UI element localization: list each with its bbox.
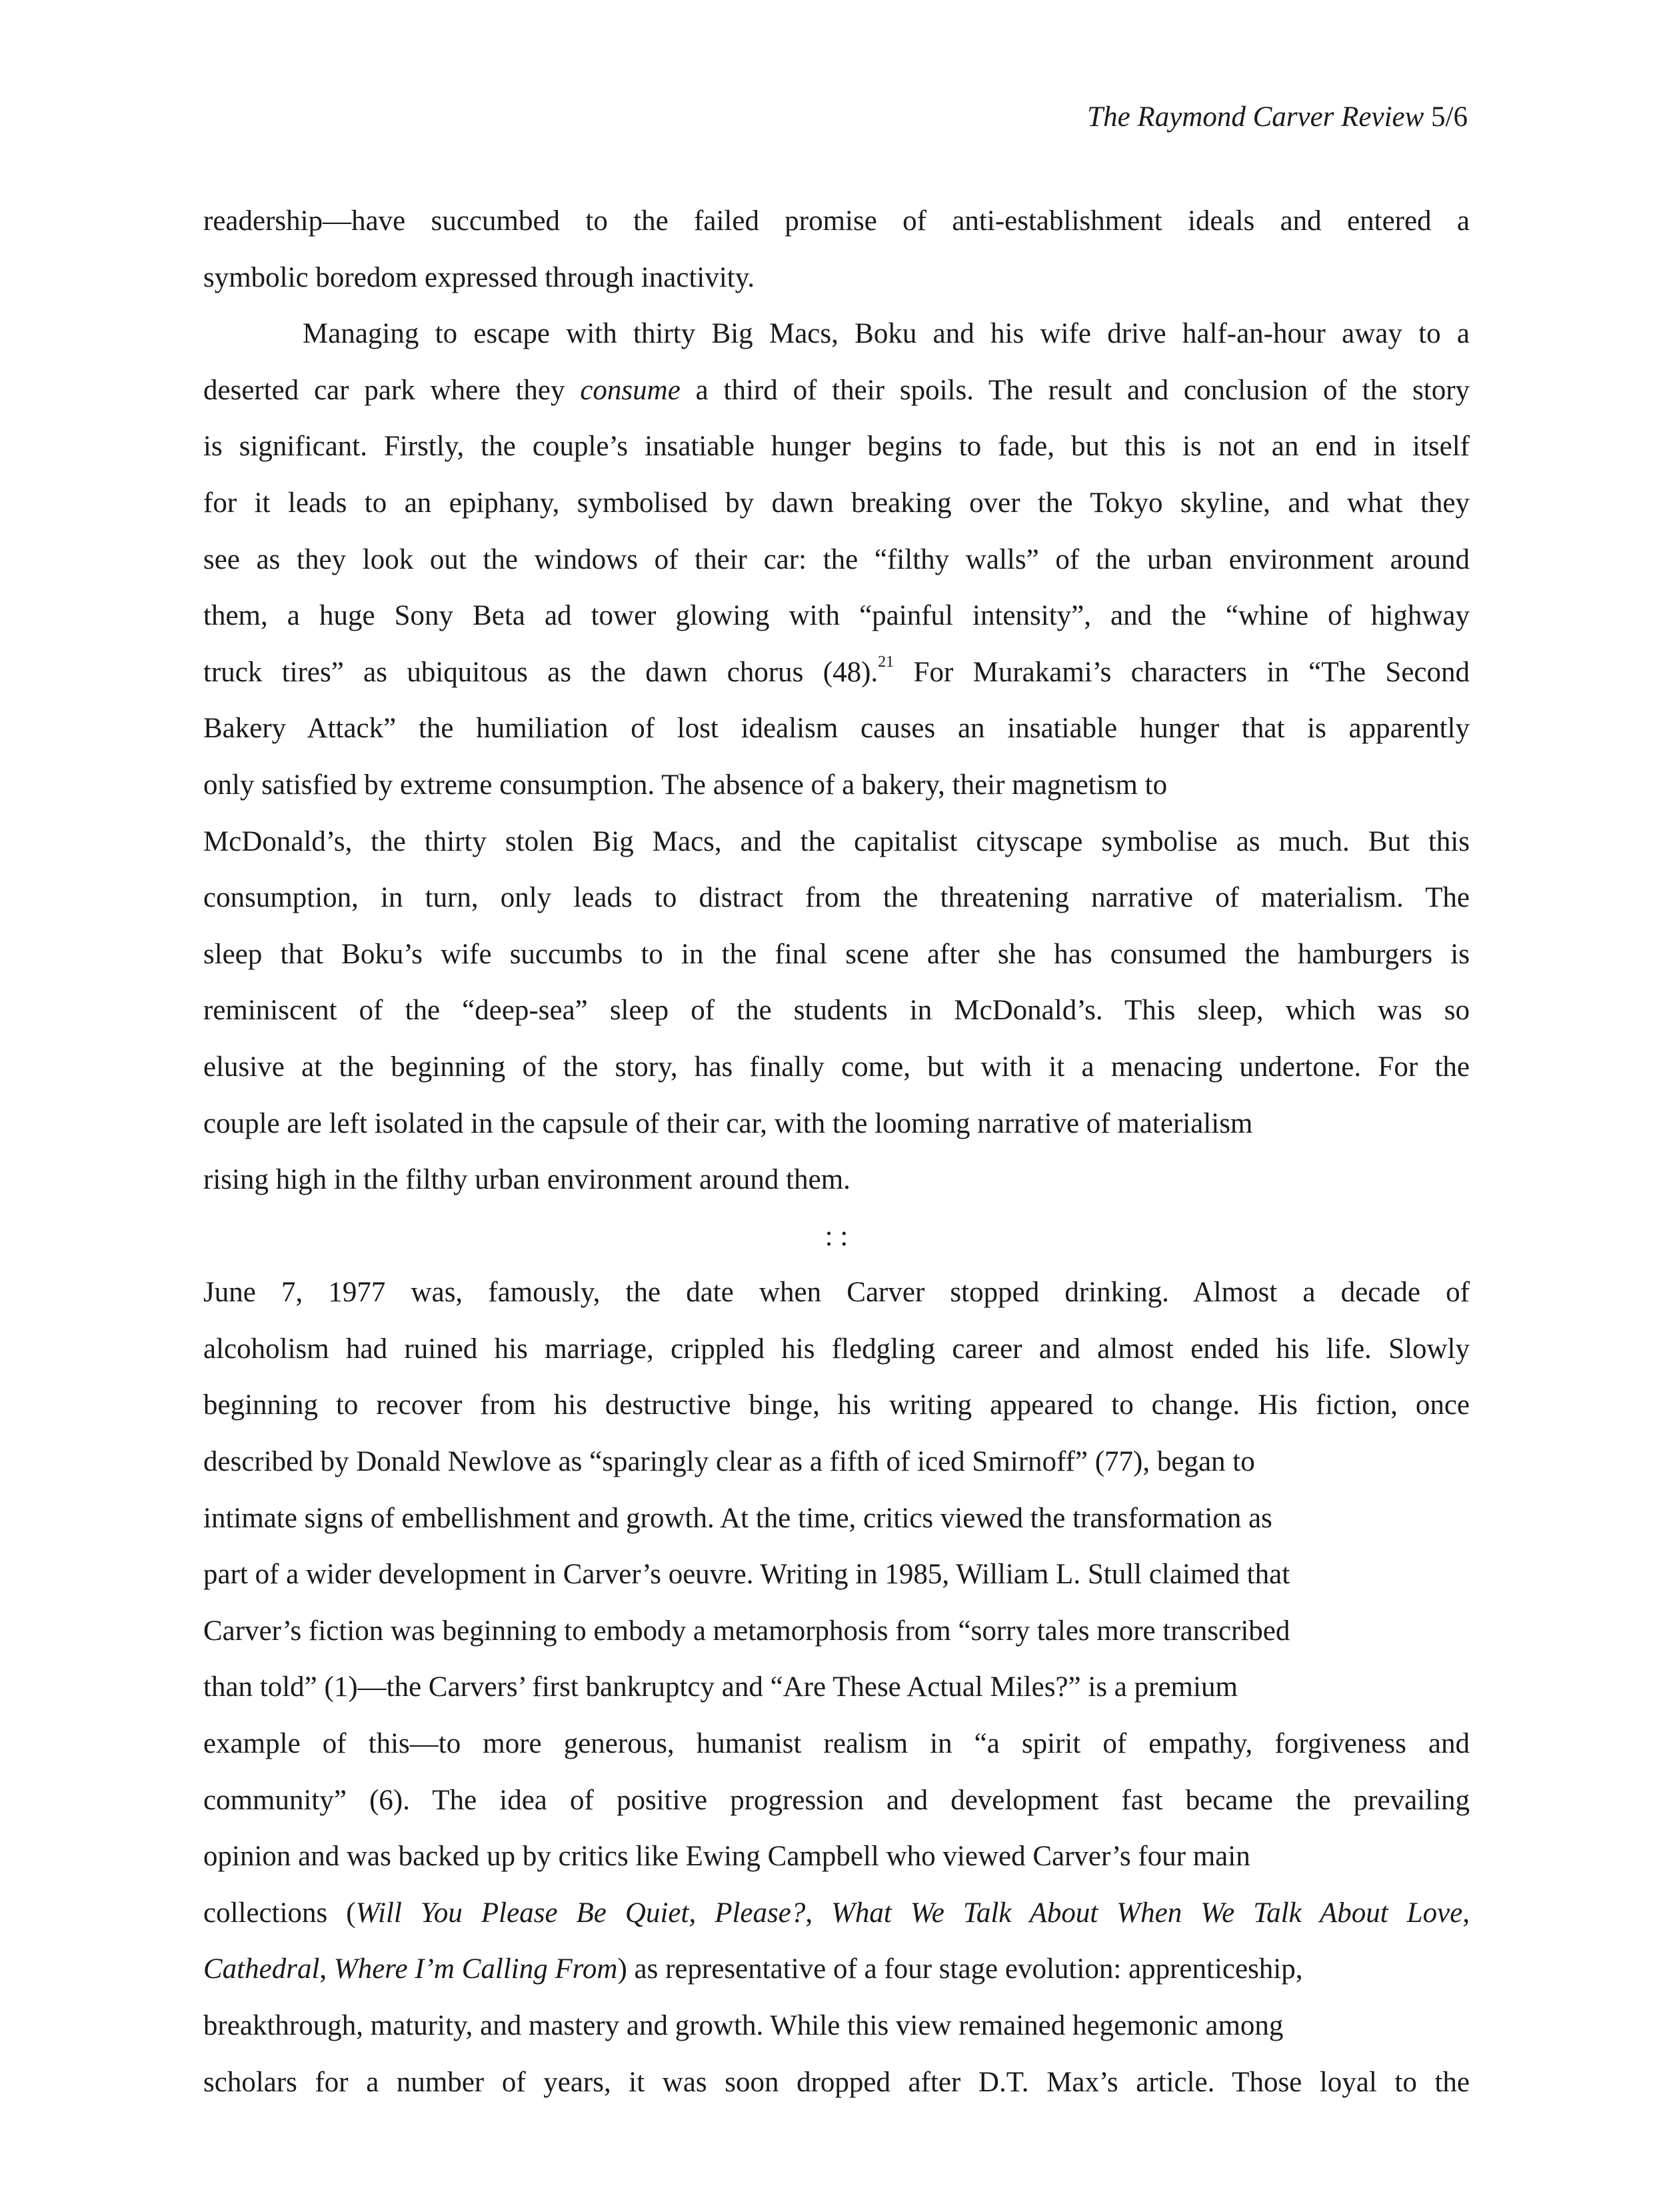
text-line: intimate signs of embellishment and growth. At the time, critics viewed the transformation as: [203, 1502, 1272, 1534]
text-line: community” (6). The idea of positive progression and development fast became the prevailing: [203, 1784, 1470, 1816]
text-line: for it leads to an epiphany, symbolised by dawn breaking over the Tokyo skyline, and what they: [203, 487, 1470, 519]
text-line: part of a wider development in Carver’s oeuvre. Writing in 1985, William L. Stull claimed that: [203, 1559, 1290, 1591]
text-line: is significant. Firstly, the couple’s insatiable hunger begins to fade, but this is not an end in itself: [203, 431, 1470, 463]
text-line: elusive at the beginning of the story, has finally come, but with it a menacing undertone. For the: [203, 1051, 1470, 1083]
text-line: opinion and was backed up by critics like Ewing Campbell who viewed Carver’s four main: [203, 1841, 1250, 1873]
running-header: [1087, 97, 1468, 137]
text-line: example of this—to more generous, humanist realism in “a spirit of empathy, forgiveness and: [203, 1728, 1470, 1760]
text-line: [203, 363, 1470, 419]
text-line: see as they look out the windows of their car: the “filthy walls” of the urban environment around: [203, 543, 1470, 575]
book-title: Where I’m Calling From: [333, 1953, 618, 1985]
text-line: reminiscent of the “deep-sea” sleep of the students in McDonald’s. This sleep, which was so: [203, 995, 1470, 1027]
article-body: [203, 193, 1470, 2111]
text-line: than told” (1)—the Carvers’ first bankruptcy and “Are These Actual Miles?” is a premium: [203, 1671, 1238, 1703]
text-line: [203, 645, 1470, 701]
text-line: sleep that Boku’s wife succumbs to in the final scene after she has consumed the hamburgers is: [203, 938, 1470, 970]
page-indicator: 5/6: [1431, 101, 1468, 133]
text-run: truck tires” as ubiquitous as the dawn chorus (48).: [203, 656, 878, 688]
text-line: couple are left isolated in the capsule of their car, with the looming narrative of materialism: [203, 1107, 1253, 1139]
text-line: breakthrough, maturity, and mastery and growth. While this view remained hegemonic among: [203, 2010, 1284, 2041]
book-title: What We Talk About When We Talk About Love: [831, 1897, 1463, 1929]
text-line: Carver’s fiction was beginning to embody a metamorphosis from “sorry tales more transcribed: [203, 1615, 1290, 1647]
text-line: June 7, 1977 was, famously, the date when Carver stopped drinking. Almost a decade of: [203, 1277, 1470, 1309]
text-line: consumption, in turn, only leads to distract from the threatening narrative of materialism. The: [203, 882, 1470, 914]
text-run: ,: [319, 1953, 334, 1985]
text-line: readership—have succumbed to the failed promise of anti-establishment ideals and entered a: [203, 205, 1470, 237]
text-run: ,: [1462, 1897, 1470, 1929]
text-line: [203, 1941, 1470, 1998]
text-line: symbolic boredom expressed through inactivity.: [203, 261, 755, 293]
italic-term: consume: [580, 374, 681, 406]
section-break: : :: [825, 1220, 848, 1252]
text-run: a third of their spoils. The result and conclusion of the story: [695, 374, 1470, 406]
text-line: alcoholism had ruined his marriage, crippled his fledgling career and almost ended his life. Slowly: [203, 1333, 1470, 1365]
text-run: deserted car park where they: [203, 374, 565, 406]
text-line: Bakery Attack” the humiliation of lost idealism causes an insatiable hunger that is apparently: [203, 713, 1470, 745]
text-line: scholars for a number of years, it was soon dropped after D.T. Max’s article. Those loyal to the: [203, 2066, 1470, 2098]
text-line: [203, 1885, 1470, 1942]
text-line: rising high in the filthy urban environment around them.: [203, 1164, 850, 1196]
footnote-marker: 21: [878, 653, 894, 671]
text-line: McDonald’s, the thirty stolen Big Macs, and the capitalist cityscape symbolise as much. But this: [203, 825, 1470, 857]
text-line: them, a huge Sony Beta ad tower glowing with “painful intensity”, and the “whine of highway: [203, 600, 1470, 632]
text-run: ) as representative of a four stage evolution: apprenticeship,: [617, 1953, 1303, 1985]
text-line: beginning to recover from his destructive binge, his writing appeared to change. His fiction, once: [203, 1389, 1470, 1421]
text-run: ,: [805, 1897, 832, 1929]
paragraph-first-line: Managing to escape with thirty Big Macs, Boku and his wife drive half-an-hour away to a: [303, 318, 1470, 350]
book-title: Cathedral: [203, 1953, 320, 1985]
text-line: only satisfied by extreme consumption. The absence of a bakery, their magnetism to: [203, 769, 1168, 801]
text-run: For Murakami’s characters in “The Second: [913, 656, 1470, 688]
journal-title: The Raymond Carver Review: [1087, 101, 1424, 133]
book-title: Will You Please Be Quiet, Please?: [355, 1897, 806, 1929]
text-run: collections (: [203, 1897, 356, 1929]
text-line: described by Donald Newlove as “sparingly clear as a fifth of iced Smirnoff” (77), began to: [203, 1446, 1255, 1478]
